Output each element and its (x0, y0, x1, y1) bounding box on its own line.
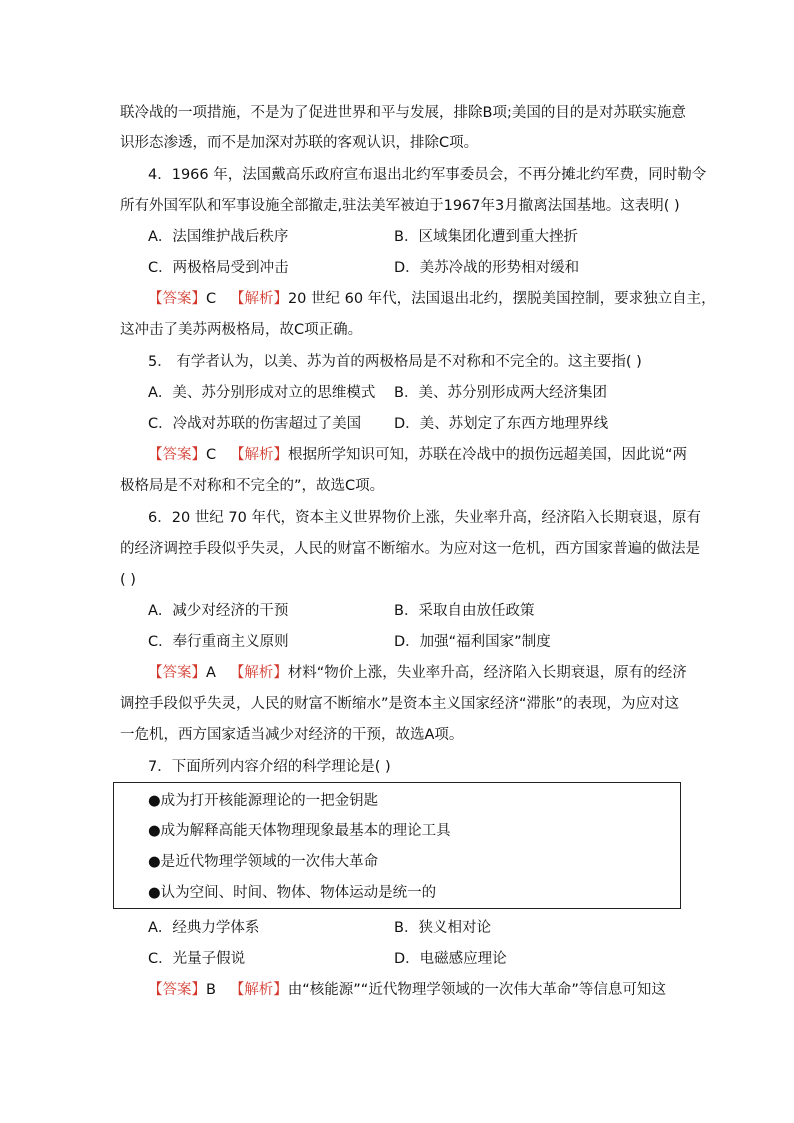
answer-value: B (206, 982, 216, 998)
analysis-tag: 【解析】 (229, 982, 288, 998)
info-box-item: ●成为解释高能天体物理现象最基本的理论工具 (148, 823, 451, 839)
option-b: B．区域集团化遭到重大挫折 (394, 229, 578, 245)
intro-line: 联冷战的一项措施，不是为了促进世界和平与发展，排除B项;美国的目的是对苏联实施意 (120, 105, 686, 121)
option-c: C．两极格局受到冲击 (148, 260, 289, 276)
analysis-text: 一危机，西方国家适当减少对经济的干预，故选A项。 (120, 727, 464, 743)
answer-tag: 【答案】 (148, 665, 206, 681)
analysis-text: 极格局是不对称和不完全的”，故选C项。 (120, 478, 385, 494)
question-6-stem: 6．20 世纪 70 年代，资本主义世界物价上涨，失业率升高，经济陷入长期衰退，原有 (148, 510, 701, 526)
option-b: B．美、苏分别形成两大经济集团 (394, 385, 607, 401)
option-a: A．经典力学体系 (148, 920, 260, 936)
question-6-stem: 的经济调控手段似乎失灵，人民的财富不断缩水。为应对这一危机，西方国家普遍的做法是 (120, 541, 700, 557)
option-d: D．加强“福利国家”制度 (394, 634, 551, 650)
question-4-stem: 4．1966 年，法国戴高乐政府宣布退出北约军事委员会，不再分摊北约军费，同时勒令 (148, 167, 707, 183)
analysis-tag: 【解析】 (229, 665, 288, 681)
question-7-stem: 7．下面所列内容介绍的科学理论是( ) (148, 759, 391, 775)
analysis-text: 由“核能源”“近代物理学领域的一次伟大革命”等信息可知这 (287, 982, 666, 998)
analysis-text: 这冲击了美苏两极格局，故C项正确。 (120, 322, 363, 338)
answer-line (148, 289, 716, 309)
question-5-stem: 5． 有学者认为，以美、苏为首的两极格局是不对称和不完全的。这主要指( ) (148, 354, 642, 370)
answer-line (148, 663, 687, 683)
analysis-text: 材料“物价上涨，失业率升高，经济陷入长期衰退，原有的经济 (287, 665, 687, 681)
answer-tag: 【答案】 (148, 291, 206, 307)
answer-line (148, 445, 687, 465)
answer-value: C (206, 291, 217, 307)
option-b: B．狭义相对论 (394, 920, 491, 936)
analysis-tag: 【解析】 (229, 447, 288, 463)
analysis-text: 调控手段似乎失灵，人民的财富不断缩水”是资本主义国家经济“滞胀”的表现，为应对这 (120, 696, 680, 712)
answer-tag: 【答案】 (148, 447, 206, 463)
option-b: B．采取自由放任政策 (394, 603, 535, 619)
option-a: A．减少对经济的干预 (148, 603, 289, 619)
question-4-stem: 所有外国军队和军事设施全部撤走,驻法美军被迫于1967年3月撤离法国基地。这表明( ) (120, 198, 680, 214)
option-d: D．美、苏划定了东西方地理界线 (394, 416, 609, 432)
answer-value: C (206, 447, 217, 463)
answer-value: A (206, 665, 216, 681)
analysis-text: 20 世纪 60 年代，法国退出北约，摆脱美国控制，要求独立自主， (287, 291, 716, 307)
analysis-text: 根据所学知识可知，苏联在冷战中的损伤远超美国，因此说“两 (287, 447, 687, 463)
info-box-item: ●认为空间、时间、物体、物体运动是统一的 (148, 885, 437, 901)
option-c: C．奉行重商主义原则 (148, 634, 289, 650)
option-c: C．光量子假说 (148, 951, 246, 967)
answer-line (148, 980, 666, 1000)
option-d: D．美苏冷战的形势相对缓和 (394, 260, 580, 276)
intro-line: 识形态渗透，而不是加深对苏联的客观认识，排除C项。 (120, 135, 479, 151)
answer-tag: 【答案】 (148, 982, 206, 998)
info-box-item: ●是近代物理学领域的一次伟大革命 (148, 854, 379, 870)
question-6-stem: ( ) (120, 572, 136, 588)
option-a: A．法国维护战后秩序 (148, 229, 289, 245)
option-d: D．电磁感应理论 (394, 951, 507, 967)
option-c: C．冷战对苏联的伤害超过了美国 (148, 416, 362, 432)
analysis-tag: 【解析】 (229, 291, 288, 307)
option-a: A．美、苏分别形成对立的思维模式 (148, 385, 376, 401)
info-box-item: ●成为打开核能源理论的一把金钥匙 (148, 793, 379, 809)
